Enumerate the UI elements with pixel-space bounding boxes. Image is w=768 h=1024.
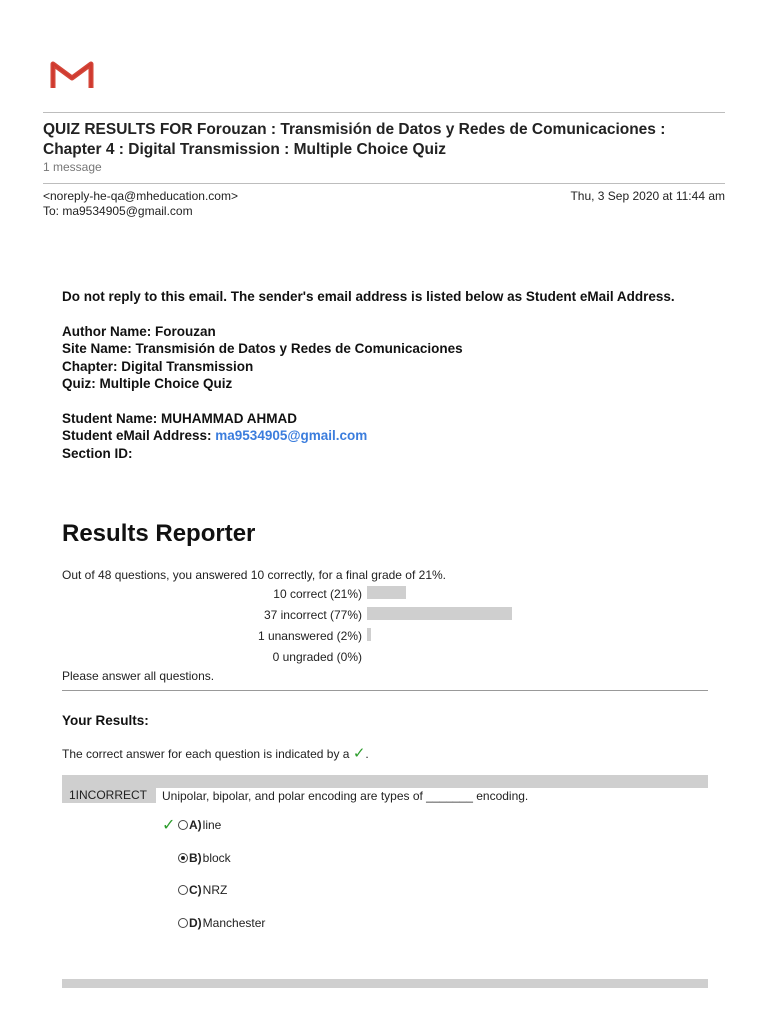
reply-notice: Do not reply to this email. The sender's email address is listed below as Student eMail Address.	[62, 289, 675, 304]
gmail-logo-icon	[50, 58, 94, 90]
option-letter: A)	[189, 818, 202, 832]
question-text: Unipolar, bipolar, and polar encoding are types of _______ encoding.	[162, 789, 529, 803]
student-email-row	[62, 427, 708, 445]
student-email-label: Student eMail Address:	[62, 428, 216, 443]
stat-unanswered-bar	[367, 628, 371, 641]
option-c[interactable]	[178, 883, 227, 897]
stat-unanswered-label: 1 unanswered (2%)	[257, 629, 362, 643]
option-letter: C)	[189, 883, 202, 897]
option-text: NRZ	[202, 883, 228, 897]
please-answer-note: Please answer all questions.	[62, 669, 215, 683]
stat-incorrect-label: 37 incorrect (77%)	[263, 608, 362, 622]
meta-divider	[43, 183, 725, 184]
option-text: line	[202, 818, 222, 832]
option-a[interactable]	[178, 818, 221, 832]
option-letter: D)	[189, 916, 202, 930]
stat-incorrect-bar	[367, 607, 512, 620]
recipient-address: To: ma9534905@gmail.com	[43, 204, 193, 218]
option-d[interactable]	[178, 916, 265, 930]
quiz-info	[62, 323, 708, 393]
stat-correct-bar	[367, 586, 406, 599]
correct-answer-note: The correct answer for each question is indicated by a ✓.	[62, 745, 369, 762]
radio-selected-icon[interactable]	[178, 853, 188, 863]
section-id: Section ID:	[62, 445, 133, 461]
student-name: Student Name: MUHAMMAD AHMAD	[62, 410, 297, 426]
option-letter: B)	[189, 851, 202, 865]
option-text: Manchester	[202, 916, 266, 930]
question-status: 1INCORRECT	[62, 788, 156, 803]
stat-correct-label: 10 correct (21%)	[273, 587, 362, 601]
email-date: Thu, 3 Sep 2020 at 11:44 am	[570, 189, 725, 203]
student-info	[62, 410, 708, 463]
student-email-link[interactable]: ma9534905@gmail.com	[215, 428, 368, 443]
correct-answer-note-text: The correct answer for each question is indicated by a	[62, 747, 350, 761]
your-results-heading: Your Results:	[62, 713, 149, 728]
email-subject: QUIZ RESULTS FOR Forouzan : Transmisión de Datos y Redes de Comunicaciones : Chapter 4 : Digital Transmission : Multiple Choice Quiz	[43, 121, 666, 158]
correct-answer-checkmark-icon: ✓	[162, 817, 176, 834]
option-b[interactable]	[178, 851, 231, 865]
quiz-name: Quiz: Multiple Choice Quiz	[62, 376, 233, 391]
site-name: Site Name: Transmisión de Datos y Redes de Comunicaciones	[62, 341, 463, 356]
radio-icon[interactable]	[178, 918, 188, 928]
chapter-name: Chapter: Digital Transmission	[62, 358, 254, 374]
message-count: 1 message	[43, 160, 102, 174]
stat-ungraded-label: 0 ungraded (0%)	[272, 650, 362, 664]
option-text: block	[202, 851, 231, 865]
results-title: Results Reporter	[62, 520, 256, 547]
radio-icon[interactable]	[178, 820, 188, 830]
results-divider	[62, 690, 708, 691]
radio-icon[interactable]	[178, 885, 188, 895]
author-name: Author Name: Forouzan	[62, 323, 216, 339]
next-question-bar	[62, 979, 708, 988]
sender-address: <noreply-he-qa@mheducation.com>	[43, 189, 238, 203]
results-summary: Out of 48 questions, you answered 10 correctly, for a final grade of 21%.	[62, 568, 446, 582]
email-body	[62, 288, 708, 479]
checkmark-icon: ✓	[352, 745, 366, 762]
question-header-bar	[62, 775, 708, 788]
header-divider	[43, 112, 725, 113]
